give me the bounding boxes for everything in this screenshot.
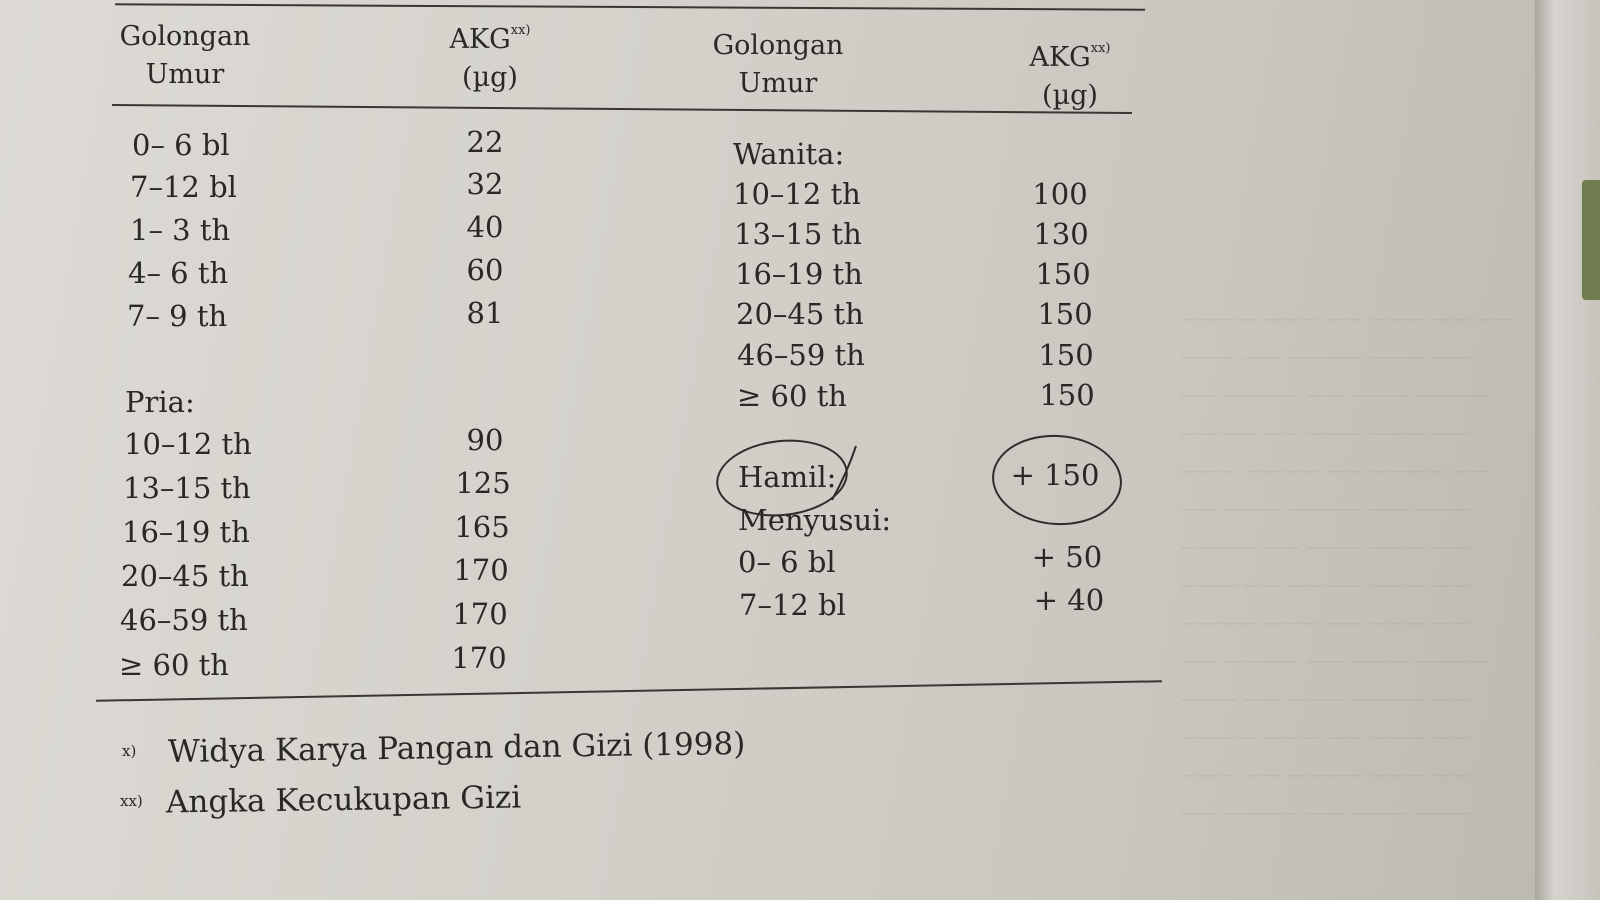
header-akg-text: AKG <box>449 24 511 55</box>
header-unit-text: (µg) <box>1042 80 1098 111</box>
header-group-text: Golongan <box>712 30 844 61</box>
table-cell-age: ≥ 60 th <box>737 379 847 413</box>
table-cell-value: 90 <box>466 423 504 457</box>
table-cell-age: 7–12 bl <box>739 588 846 622</box>
table-cell-age: 7– 9 th <box>127 299 228 333</box>
header-akg-left <box>420 12 560 97</box>
header-akg-mark: xx) <box>1090 41 1111 56</box>
table-cell-age: 16–19 th <box>122 515 250 549</box>
table-cell-age: 20–45 th <box>736 297 864 331</box>
header-age-text: Umur <box>738 68 818 99</box>
group-label-wanita: Wanita: <box>733 137 845 171</box>
footnote-mark: xx) <box>120 792 143 810</box>
table-cell-age: 20–45 th <box>121 559 249 593</box>
table-cell-age: 13–15 th <box>734 217 862 251</box>
table-cell-age: 46–59 th <box>120 603 248 637</box>
table-cell-value: 22 <box>466 125 504 159</box>
table-cell-value: 130 <box>1033 217 1089 251</box>
header-akg-mark: xx) <box>510 23 531 38</box>
table-cell-value: 170 <box>452 597 508 631</box>
table-cell-age: 16–19 th <box>735 257 863 291</box>
table-cell-age: 4– 6 th <box>128 256 229 290</box>
table-cell-age: 0– 6 bl <box>132 128 230 162</box>
table-cell-value: 32 <box>466 167 504 201</box>
footnote-text: Angka Kecukupan Gizi <box>165 779 522 821</box>
header-group-right <box>708 27 848 103</box>
table-cell-age: 1– 3 th <box>130 213 231 247</box>
table-cell-value: 170 <box>453 553 509 587</box>
table-cell-value: 125 <box>455 466 511 500</box>
table-cell-value: 100 <box>1032 177 1088 211</box>
table-cell-value: 150 <box>1039 378 1095 412</box>
header-age-text: Umur <box>145 59 225 90</box>
table-cell-age: ≥ 60 th <box>119 648 229 682</box>
header-unit-text: (µg) <box>462 62 518 93</box>
group-label-menyusui: Menyusui: <box>738 503 892 537</box>
table-cell-value: + 40 <box>1033 583 1105 617</box>
header-akg-text: AKG <box>1029 42 1091 73</box>
header-group-left <box>115 18 255 94</box>
group-label-hamil: Hamil: <box>738 460 837 494</box>
table-cell-value: 165 <box>454 510 510 544</box>
table-cell-value: + 150 <box>1010 458 1100 492</box>
header-group-text: Golongan <box>119 21 251 52</box>
table-cell-value: 40 <box>466 210 504 244</box>
table-cell-age: 0– 6 bl <box>738 545 836 579</box>
footnote-text: Widya Karya Pangan dan Gizi (1998) <box>167 725 746 771</box>
table-cell-value: 150 <box>1035 257 1091 291</box>
table-cell-value: 150 <box>1037 297 1093 331</box>
footnote-mark: x) <box>122 742 137 760</box>
header-akg-right <box>1000 30 1140 115</box>
table-cell-age: 46–59 th <box>737 338 865 372</box>
table-cell-age: 10–12 th <box>733 177 861 211</box>
table-cell-value: 150 <box>1038 338 1094 372</box>
table-cell-age: 13–15 th <box>123 471 251 505</box>
table-cell-value: 81 <box>466 296 504 330</box>
page-edge <box>1535 0 1600 900</box>
table-cell-value: 170 <box>451 641 507 675</box>
table-cell-age: 7–12 bl <box>130 170 237 204</box>
group-label-pria: Pria: <box>125 385 195 419</box>
background-object <box>1582 180 1600 300</box>
table-cell-value: 60 <box>466 253 504 287</box>
table-cell-value: + 50 <box>1031 540 1103 574</box>
background-text: ———— ——— —— ——— —— —— ——— —— ———— ——— —— —— ———— —— ——— ———— ———— —— ——— ——— —— ——— ———— —— ———— —— —— ——— ———— —— ——— ———— —— ——— ——— —— ——— —— ———— ——— —— ———— ——— —— ——— —— —— ———— —— ——— ———— ——— —— ——— ———— —— ———— ——— —— ——— —— ——— —— ———— ——— —— —— ———— —— ——— ——— <box>1180 308 1515 824</box>
table-cell-age: 10–12 th <box>124 427 252 461</box>
